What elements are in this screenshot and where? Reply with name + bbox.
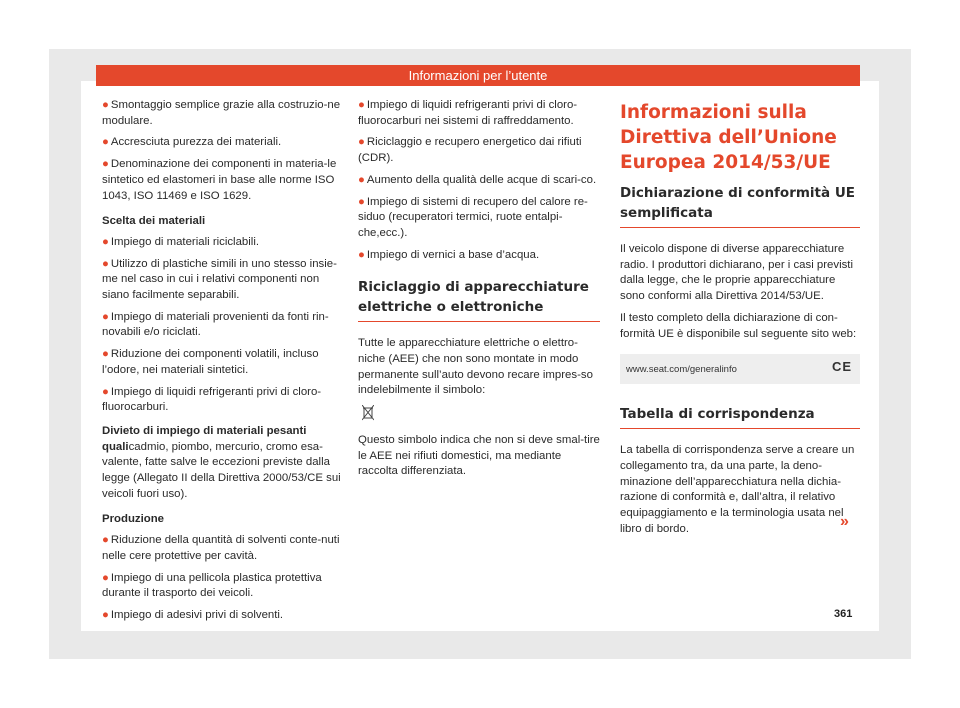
column-1 (102, 98, 342, 630)
bullet-icon: ● (102, 348, 109, 361)
bullet-icon: ● (358, 248, 365, 261)
bullet-icon: ● (102, 99, 109, 111)
heading-tabella: Tabella di corrispondenza (620, 404, 860, 429)
heading-riciclaggio: Riciclaggio di apparecchiature elettriche o elettroniche (358, 277, 600, 322)
list-item: ● Riduzione dei componenti volatili, incluso l’odore, nei materiali sintetici. (102, 348, 319, 376)
page-title: Informazioni sulla Direttiva dell’Unione Europea 2014/53/UE (620, 102, 837, 173)
subheading-scelta: Scelta dei materiali (102, 215, 206, 228)
list-item: ● Riciclaggio e recupero energetico dai rifiuti (CDR). (358, 136, 582, 165)
bullet-icon: ● (102, 235, 109, 248)
list-item: ● Impiego di una pellicola plastica protettiva durante il trasporto dei veicoli. (102, 571, 322, 600)
paragraph-testo-completo: Il testo completo della dichiarazione di con-formità UE è disponibile sul seguente sito web: (620, 311, 857, 340)
subheading-divieto: Divieto di impiego di materiali pesanti quali (102, 424, 307, 453)
bullet-icon: ● (102, 571, 109, 584)
crossed-out-wheeled-bin-icon (362, 405, 600, 425)
website-link[interactable]: www.seat.com/generalinfo (626, 364, 737, 376)
paragraph-aee: Tutte le apparecchiature elettriche o elettro-niche (AEE) che non sono montate in modo permanente sull’auto devono recare impres-so indelebilmente il simbolo: (358, 337, 593, 397)
paragraph-apparecchiature: Il veicolo dispone di diverse apparecchiature radio. I produttori dichiarano, per i casi previsti dalla legge, che le proprie apparecchiature sono conformi alla Direttiva 2014/53/UE. (620, 243, 853, 303)
bullet-icon: ● (358, 136, 365, 149)
url-box (620, 354, 860, 384)
list-item: ● Accresciuta purezza dei materiali. (102, 136, 282, 149)
bullet-icon: ● (102, 534, 109, 547)
list-item: ● Impiego di materiali riciclabili. (102, 235, 260, 248)
list-item: ● Utilizzo di plastiche simili in uno stesso insie-me nel caso in cui i relativi componenti non siano facilmente separabili. (102, 257, 337, 302)
list-item: ● Impiego di adesivi privi di solventi. (102, 608, 284, 621)
section-header: Informazioni per l’utente (96, 65, 860, 86)
page-number: 361 (834, 608, 853, 620)
subheading-produzione: Produzione (102, 513, 165, 526)
ce-mark-icon: CE (831, 359, 852, 375)
list-item: ● Impiego di vernici a base d’acqua. (358, 248, 540, 261)
heading-dichiarazione: Dichiarazione di conformità UE semplificata (620, 183, 860, 228)
paragraph-tabella: La tabella di corrispondenza serve a creare un collegamento tra, da una parte, la deno-minazione dell’apparecchiatura nella dichia-razione di conformità e, dall’altra, il relativo equipaggiamento e la terminologia usata nel libro di bordo. (620, 444, 855, 535)
bullet-icon: ● (358, 173, 365, 186)
column-2 (358, 98, 600, 486)
list-item: ● Impiego di liquidi refrigeranti privi di cloro-fluorocarburi. (102, 385, 322, 414)
list-item: ● Impiego di sistemi di recupero del calore re-siduo (recuperatori termici, ruote entalpi-che,ecc.). (358, 195, 588, 239)
divieto-paragraph: Divieto di impiego di materiali pesanti qualicadmio, piombo, mercurio, cromo esa-valente, fatte salve le eccezioni previste dalla legge (Allegato II della Direttiva 2000/53/CE sui veicoli fuori uso). (102, 424, 341, 500)
bullet-icon: ● (102, 136, 109, 149)
list-item: ● Riduzione della quantità di solventi conte-nuti nelle cere protettive per cavità. (102, 534, 340, 562)
bullet-icon: ● (102, 158, 109, 171)
bullet-icon: ● (358, 99, 365, 111)
bullet-icon: ● (102, 310, 109, 323)
list-item: ● Impiego di materiali provenienti da fonti rin-novabili e/o riciclati. (102, 310, 329, 339)
bullet-icon: ● (358, 195, 365, 208)
list-item: ● Impiego di liquidi refrigeranti privi di cloro-fluorocarburi nei sistemi di raffreddamento. (358, 99, 578, 127)
column-3 (620, 98, 860, 543)
bullet-icon: ● (102, 608, 109, 621)
bullet-icon: ● (102, 385, 109, 398)
bullet-icon: ● (102, 257, 109, 270)
list-item: ● Smontaggio semplice grazie alla costruzio-ne modulare. (102, 99, 341, 127)
list-item: ● Aumento della qualità delle acque di scari-co. (358, 173, 597, 186)
list-item: ● Denominazione dei componenti in materia-le sintetico ed elastomeri in base alle norme ISO 1043, ISO 11469 e ISO 1629. (102, 158, 337, 202)
continue-icon: » (840, 513, 849, 530)
paragraph-simbolo: Questo simbolo indica che non si deve smal-tire le AEE nei rifiuti domestici, ma mediante raccolta differenziata. (358, 433, 600, 478)
